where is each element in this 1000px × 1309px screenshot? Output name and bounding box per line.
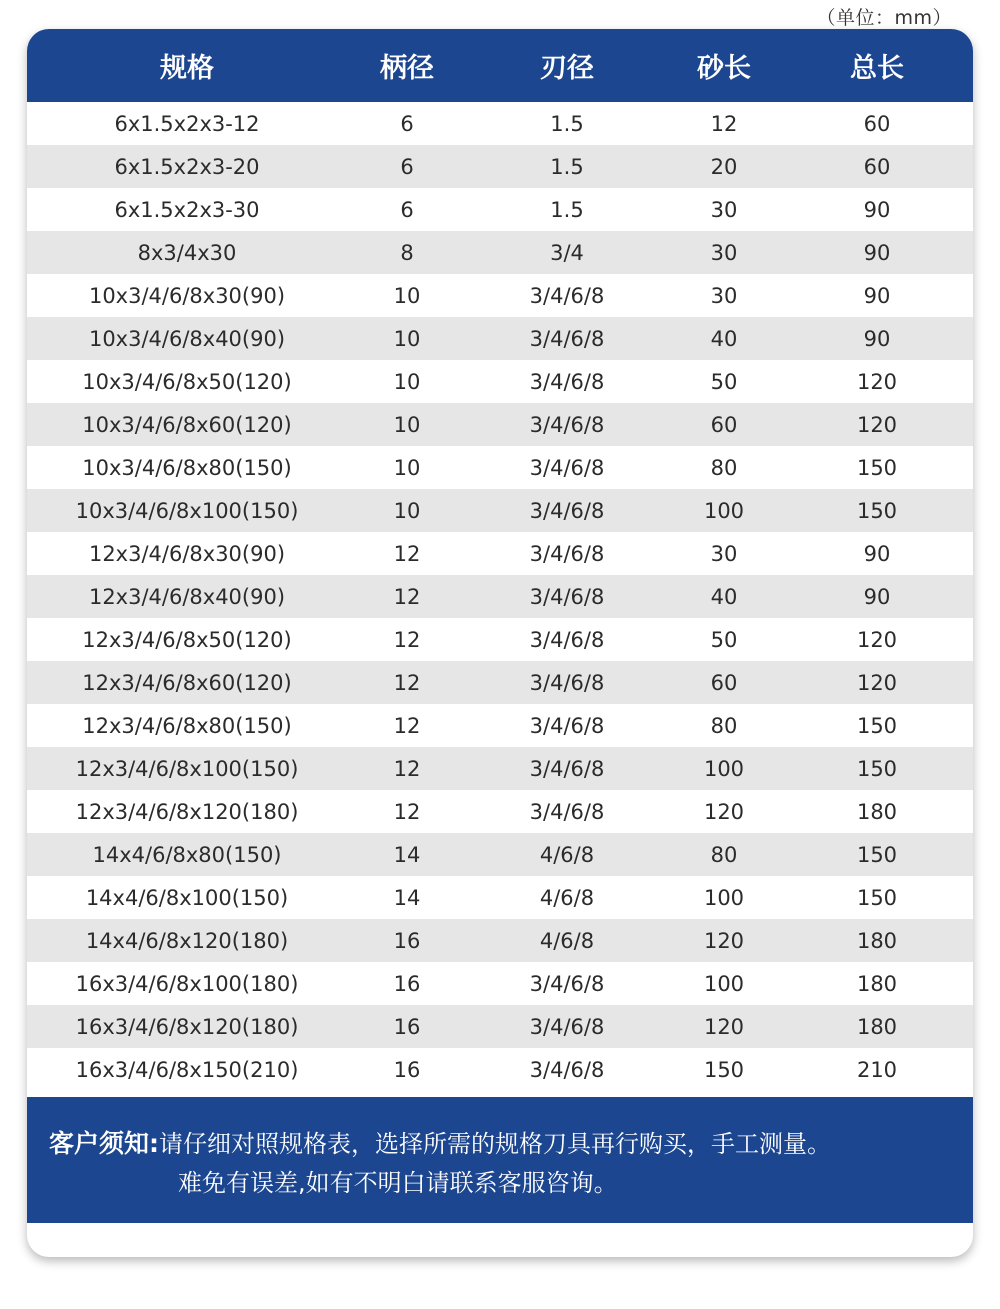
cell-spec: 10x3/4/6/8x80(150) (82, 456, 292, 480)
cell-grit-length: 30 (710, 198, 738, 222)
cell-total-length: 180 (856, 1015, 898, 1039)
cell-shank-diameter: 10 (393, 370, 421, 394)
cell-spec: 10x3/4/6/8x100(150) (75, 499, 299, 523)
table-row (27, 403, 973, 446)
table-row (27, 747, 973, 790)
cell-shank-diameter: 14 (393, 886, 421, 910)
table-row (27, 446, 973, 489)
cell-spec: 12x3/4/6/8x100(150) (75, 757, 299, 781)
cell-total-length: 180 (856, 929, 898, 953)
table-row (27, 1005, 973, 1048)
cell-spec: 10x3/4/6/8x60(120) (82, 413, 292, 437)
cell-shank-diameter: 6 (400, 198, 414, 222)
cell-grit-length: 30 (710, 241, 738, 265)
cell-spec: 12x3/4/6/8x80(150) (82, 714, 292, 738)
cell-blade-diameter: 3/4/6/8 (529, 499, 605, 523)
cell-total-length: 150 (856, 886, 898, 910)
cell-total-length: 150 (856, 757, 898, 781)
cell-total-length: 60 (863, 112, 891, 136)
table-row (27, 704, 973, 747)
cell-shank-diameter: 16 (393, 972, 421, 996)
table-header (27, 29, 973, 102)
cell-grit-length: 12 (710, 112, 738, 136)
cell-shank-diameter: 16 (393, 1058, 421, 1082)
cell-spec: 10x3/4/6/8x50(120) (82, 370, 292, 394)
cell-spec: 16x3/4/6/8x100(180) (75, 972, 299, 996)
cell-total-length: 210 (856, 1058, 898, 1082)
cell-total-length: 90 (863, 585, 891, 609)
cell-total-length: 90 (863, 198, 891, 222)
cell-spec: 6x1.5x2x3-30 (114, 198, 260, 222)
customer-notice (27, 1097, 973, 1223)
cell-total-length: 90 (863, 327, 891, 351)
cell-blade-diameter: 3/4/6/8 (529, 972, 605, 996)
header-grit-length: 砂长 (697, 53, 751, 84)
notice-line-1 (49, 1124, 831, 1160)
cell-grit-length: 60 (710, 671, 738, 695)
cell-total-length: 120 (856, 413, 898, 437)
cell-blade-diameter: 1.5 (550, 155, 584, 179)
cell-shank-diameter: 6 (400, 155, 414, 179)
cell-shank-diameter: 12 (393, 800, 421, 824)
cell-grit-length: 30 (710, 542, 738, 566)
header-blade-diameter: 刃径 (540, 53, 594, 84)
cell-shank-diameter: 10 (393, 456, 421, 480)
cell-grit-length: 20 (710, 155, 738, 179)
cell-shank-diameter: 16 (393, 1015, 421, 1039)
table-row (27, 790, 973, 833)
cell-total-length: 120 (856, 671, 898, 695)
cell-blade-diameter: 3/4/6/8 (529, 714, 605, 738)
cell-blade-diameter: 3/4/6/8 (529, 1058, 605, 1082)
table-row (27, 188, 973, 231)
cell-grit-length: 40 (710, 327, 738, 351)
cell-total-length: 150 (856, 456, 898, 480)
cell-grit-length: 80 (710, 843, 738, 867)
table-row (27, 919, 973, 962)
notice-text-1: 请仔细对照规格表，选择所需的规格刀具再行购买，手工测量。 (159, 1130, 831, 1158)
cell-spec: 16x3/4/6/8x120(180) (75, 1015, 299, 1039)
cell-spec: 8x3/4x30 (137, 241, 237, 265)
cell-total-length: 120 (856, 628, 898, 652)
cell-blade-diameter: 3/4/6/8 (529, 800, 605, 824)
cell-shank-diameter: 14 (393, 843, 421, 867)
table-row (27, 661, 973, 704)
cell-shank-diameter: 8 (400, 241, 414, 265)
cell-blade-diameter: 3/4/6/8 (529, 542, 605, 566)
table-row (27, 489, 973, 532)
cell-grit-length: 40 (710, 585, 738, 609)
cell-total-length: 90 (863, 284, 891, 308)
cell-grit-length: 120 (703, 800, 745, 824)
table-row (27, 618, 973, 661)
table-row (27, 876, 973, 919)
cell-grit-length: 30 (710, 284, 738, 308)
cell-blade-diameter: 1.5 (550, 198, 584, 222)
cell-blade-diameter: 3/4/6/8 (529, 757, 605, 781)
cell-blade-diameter: 3/4/6/8 (529, 413, 605, 437)
cell-spec: 12x3/4/6/8x50(120) (82, 628, 292, 652)
cell-shank-diameter: 12 (393, 628, 421, 652)
cell-spec: 12x3/4/6/8x30(90) (88, 542, 286, 566)
cell-grit-length: 120 (703, 1015, 745, 1039)
table-row (27, 833, 973, 876)
cell-spec: 16x3/4/6/8x150(210) (75, 1058, 299, 1082)
cell-spec: 10x3/4/6/8x40(90) (88, 327, 286, 351)
cell-blade-diameter: 3/4/6/8 (529, 284, 605, 308)
cell-grit-length: 100 (703, 886, 745, 910)
header-shank-diameter: 柄径 (380, 53, 434, 84)
table-row (27, 962, 973, 1005)
header-total-length: 总长 (850, 53, 904, 84)
cell-shank-diameter: 12 (393, 542, 421, 566)
table-row (27, 231, 973, 274)
cell-spec: 14x4/6/8x120(180) (85, 929, 289, 953)
cell-shank-diameter: 12 (393, 757, 421, 781)
table-row (27, 532, 973, 575)
cell-spec: 12x3/4/6/8x60(120) (82, 671, 292, 695)
spec-table-card (27, 29, 973, 1257)
table-body (27, 102, 973, 1091)
cell-blade-diameter: 4/6/8 (539, 929, 595, 953)
cell-total-length: 150 (856, 499, 898, 523)
table-row (27, 274, 973, 317)
cell-grit-length: 100 (703, 499, 745, 523)
table-row (27, 102, 973, 145)
cell-spec: 10x3/4/6/8x30(90) (88, 284, 286, 308)
cell-spec: 6x1.5x2x3-20 (114, 155, 260, 179)
notice-line-2: 难免有误差,如有不明白请联系客服咨询。 (178, 1169, 618, 1197)
cell-blade-diameter: 3/4/6/8 (529, 370, 605, 394)
cell-shank-diameter: 10 (393, 327, 421, 351)
cell-blade-diameter: 3/4/6/8 (529, 327, 605, 351)
cell-total-length: 60 (863, 155, 891, 179)
table-row (27, 317, 973, 360)
table-row (27, 360, 973, 403)
cell-grit-length: 100 (703, 757, 745, 781)
cell-blade-diameter: 4/6/8 (539, 843, 595, 867)
cell-spec: 14x4/6/8x100(150) (85, 886, 289, 910)
cell-total-length: 180 (856, 972, 898, 996)
cell-shank-diameter: 12 (393, 585, 421, 609)
cell-grit-length: 100 (703, 972, 745, 996)
table-row (27, 145, 973, 188)
cell-total-length: 90 (863, 241, 891, 265)
cell-spec: 12x3/4/6/8x120(180) (75, 800, 299, 824)
cell-total-length: 90 (863, 542, 891, 566)
table-row (27, 1048, 973, 1091)
cell-blade-diameter: 3/4/6/8 (529, 456, 605, 480)
unit-note: （单位：mm） (816, 7, 952, 29)
cell-grit-length: 50 (710, 370, 738, 394)
cell-grit-length: 50 (710, 628, 738, 652)
cell-shank-diameter: 6 (400, 112, 414, 136)
cell-blade-diameter: 3/4/6/8 (529, 671, 605, 695)
cell-blade-diameter: 3/4 (550, 241, 584, 265)
cell-spec: 6x1.5x2x3-12 (114, 112, 260, 136)
cell-spec: 14x4/6/8x80(150) (92, 843, 282, 867)
cell-blade-diameter: 4/6/8 (539, 886, 595, 910)
cell-grit-length: 80 (710, 456, 738, 480)
cell-shank-diameter: 16 (393, 929, 421, 953)
cell-shank-diameter: 10 (393, 499, 421, 523)
cell-shank-diameter: 12 (393, 671, 421, 695)
cell-blade-diameter: 3/4/6/8 (529, 1015, 605, 1039)
cell-shank-diameter: 10 (393, 284, 421, 308)
cell-grit-length: 80 (710, 714, 738, 738)
cell-shank-diameter: 10 (393, 413, 421, 437)
cell-total-length: 180 (856, 800, 898, 824)
cell-total-length: 120 (856, 370, 898, 394)
notice-label: 客户须知: (49, 1129, 159, 1158)
cell-spec: 12x3/4/6/8x40(90) (88, 585, 286, 609)
cell-blade-diameter: 3/4/6/8 (529, 585, 605, 609)
cell-blade-diameter: 1.5 (550, 112, 584, 136)
cell-total-length: 150 (856, 843, 898, 867)
cell-grit-length: 120 (703, 929, 745, 953)
header-spec: 规格 (160, 53, 214, 84)
cell-grit-length: 60 (710, 413, 738, 437)
table-row (27, 575, 973, 618)
cell-blade-diameter: 3/4/6/8 (529, 628, 605, 652)
cell-grit-length: 150 (703, 1058, 745, 1082)
cell-total-length: 150 (856, 714, 898, 738)
cell-shank-diameter: 12 (393, 714, 421, 738)
